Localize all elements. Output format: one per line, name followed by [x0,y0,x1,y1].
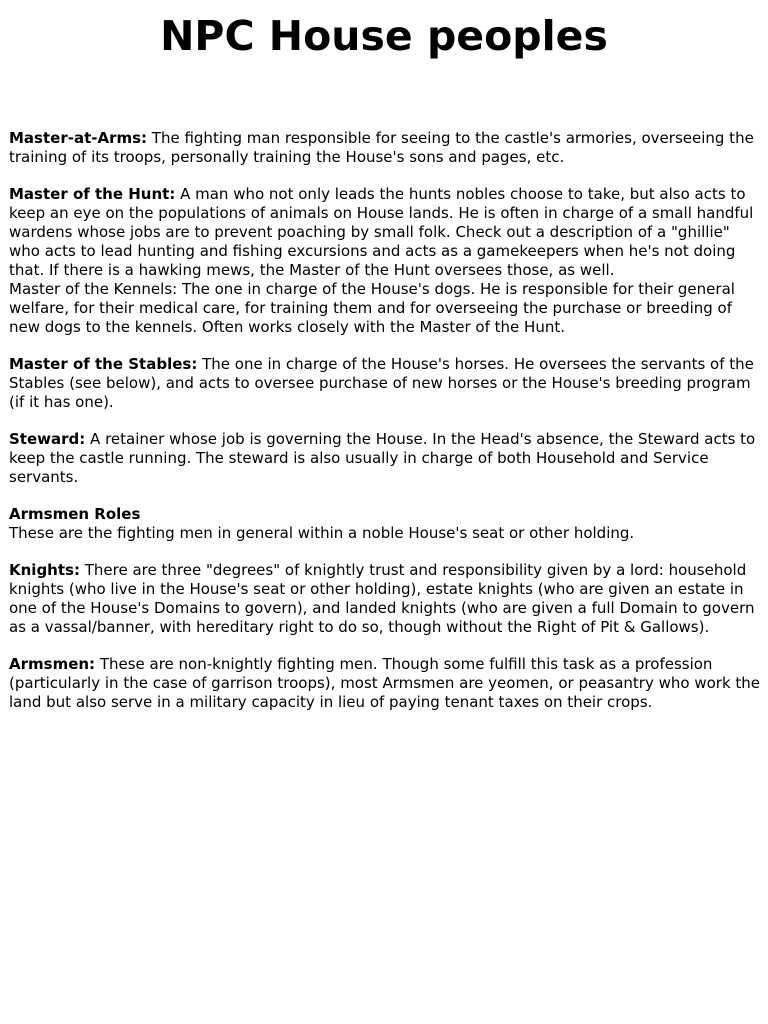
paragraph-master-at-arms [9,129,761,167]
term-steward: Steward: [9,430,86,448]
page-title: NPC House peoples [160,12,608,60]
paragraph-master-of-the-stables [9,355,761,412]
term-master-at-arms: Master-at-Arms: [9,129,148,147]
description-armsmen-roles: These are the fighting men in general within a noble House's seat or other holding. [9,524,635,542]
description-armsmen: These are non-knightly fighting men. Though some fulfill this task as a profession (particularly in the case of garrison troops), most Armsmen are yeomen, or peasantry who work the land but also serve in a military capacity in lieu of paying tenant taxes on their crops. [9,655,761,711]
description-steward: A retainer whose job is governing the House. In the Head's absence, the Steward acts to keep the castle running. The steward is also usually in charge of both Household and Service servants. [9,430,756,486]
description-master-of-the-stables: The one in charge of the House's horses. He oversees the servants of the Stables (see below), and acts to oversee purchase of new horses or the House's breeding program (if it has one). [9,355,754,411]
term-armsmen: Armsmen: [9,655,96,673]
description-master-at-arms: The fighting man responsible for seeing to the castle's armories, overseeing the training of its troops, personally training the House's sons and pages, etc. [9,129,754,166]
term-master-of-the-stables: Master of the Stables: [9,355,198,373]
description-master-of-the-hunt: A man who not only leads the hunts nobles choose to take, but also acts to keep an eye on the populations of animals on House lands. He is often in charge of a small handful wardens whose jobs are to prevent poaching by small folk. Check out a description of a "ghillie" who acts to lead hunting and fishing excursions and acts as a gamekeepers when he's not doing that. If there is a hawking mews, the Master of the Hunt oversees those, as well. [9,185,754,279]
document-body [9,129,761,730]
term-knights: Knights: [9,561,80,579]
description-master-of-the-kennels: Master of the Kennels: The one in charge of the House's dogs. He is responsible for their general welfare, for their medical care, for training them and for overseeing the purchase or breeding of new dogs to the kennels. Often works closely with the Master of the Hunt. [9,280,735,336]
paragraph-steward [9,430,761,487]
term-master-of-the-hunt: Master of the Hunt: [9,185,176,203]
paragraph-knights [9,561,761,637]
paragraph-armsmen [9,655,761,712]
paragraph-armsmen-roles [9,505,761,543]
paragraph-master-of-the-hunt [9,185,761,337]
description-knights: There are three "degrees" of knightly trust and responsibility given by a lord: household knights (who live in the House's seat or other holding), estate knights (who are given an estate in one of the House's Domains to govern), and landed knights (who are given a full Domain to govern as a vassal/banner, with hereditary right to do so, though without the Right of Pit & Gallows). [9,561,755,636]
section-heading-armsmen-roles: Armsmen Roles [9,505,141,523]
